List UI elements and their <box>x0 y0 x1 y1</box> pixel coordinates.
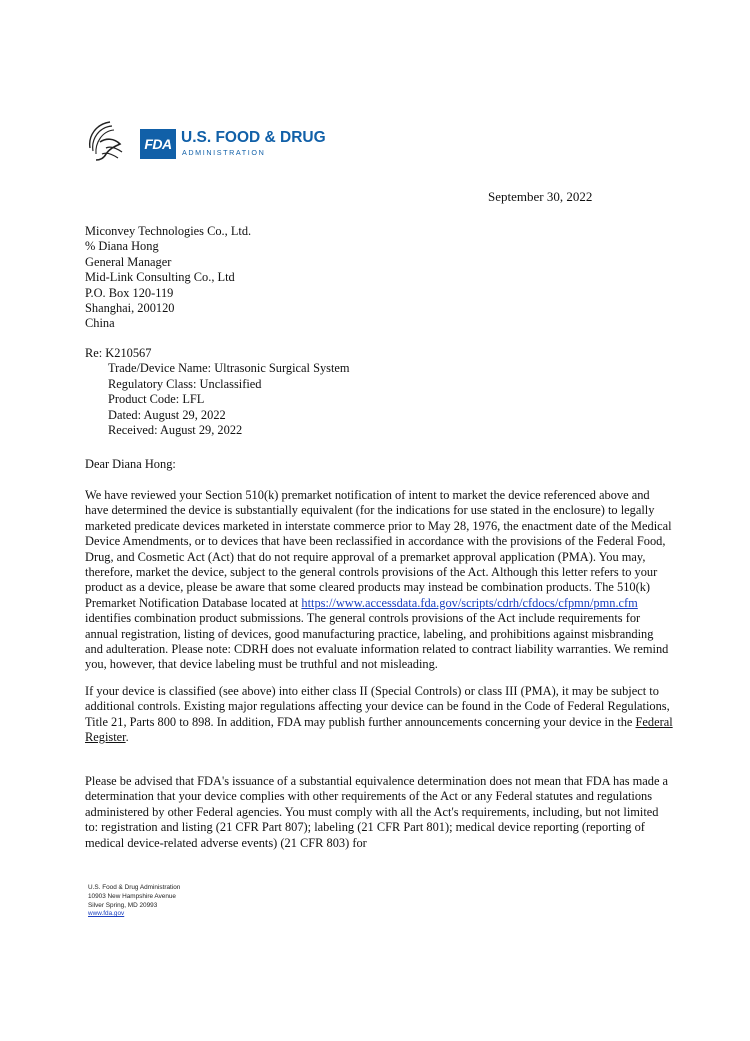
footer-line: Silver Spring, MD 20993 <box>88 901 158 909</box>
footer-line: U.S. Food & Drug Administration <box>88 884 181 891</box>
body-paragraph-3: Please be advised that FDA's issuance of a substantial equivalence determination does not mean that FDA has made a determination that your device complies with other requirements of the Act or any Federal statutes and regulations administered by other Federal agencies. You must comply with all the Act's requirements, including, but not limited to: registration and listing (21 CFR Part 807); labeling (21 CFR Part 801); medical device reporting (reporting of medical device-related adverse events) (21 CFR 803) for <box>85 774 669 850</box>
hhs-eagle-seal-icon <box>84 118 130 164</box>
address-line: China <box>85 316 115 331</box>
paragraph-text: If your device is classified (see above) into either class II (Special Controls) or class III (PMA), it may be subject to additional controls. Existing major regulations affecting your device can be found in the Code of Federal Regulations, Title 21, Parts 800 to 898. In addition, FDA may publish further announcements concerning your device in the <box>85 684 670 729</box>
paragraph-text: identifies combination product submissions. The general controls provisions of the Act include requirements for annual registration, listing of devices, good manufacturing practice, labeling, and prohibitions against misbranding and adulteration. Please note: CDRH does not evaluate information related to contract liability warranties. We remind you, however, that device labeling must be truthful and not misleading. <box>85 611 669 672</box>
address-line: Shanghai, 200120 <box>85 301 175 316</box>
reference-detail: Product Code: LFL <box>108 392 205 407</box>
recipient-address <box>85 224 251 332</box>
salutation: Dear Diana Hong: <box>85 457 176 471</box>
letter-date: September 30, 2022 <box>488 189 593 204</box>
paragraph-text: . <box>125 730 129 745</box>
fda-letterhead-logo <box>84 118 324 176</box>
agency-name: U.S. FOOD & DRUG <box>181 129 326 146</box>
reference-detail: Regulatory Class: Unclassified <box>108 376 262 391</box>
footer-line: 10903 New Hampshire Avenue <box>88 892 176 900</box>
pmn-database-link[interactable]: https://www.accessdata.fda.gov/scripts/cdrh/cfdocs/cfpmn/pmn.cfm <box>301 595 638 610</box>
address-line: % Diana Hong <box>85 239 159 254</box>
reference-number: Re: K210567 <box>85 346 152 360</box>
agency-administration: ADMINISTRATION <box>182 148 266 157</box>
address-line: General Manager <box>85 254 172 269</box>
letter-footer <box>88 884 180 919</box>
reference-detail: Trade/Device Name: Ultrasonic Surgical System <box>108 361 350 376</box>
fda-logo-box: FDA <box>140 129 176 159</box>
federal-register-link[interactable]: Federal Register <box>85 714 673 745</box>
address-line: Mid-Link Consulting Co., Ltd <box>85 270 235 285</box>
paragraph-text: We have reviewed your Section 510(k) premarket notification of intent to market the device referenced above and have determined the device is substantially equivalent (for the indications for use stated in the enclosure) to legally marketed predicate devices marketed in interstate commerce prior to May 28, 1976, the enactment date of the Medical Device Amendments, or to devices that have been reclassified in accordance with the provisions of the Federal Food, Drug, and Cosmetic Act (Act) that do not require approval of a premarket approval application (PMA). You may, therefore, market the device, subject to the general controls provisions of the Act. Although this letter refers to your product as a device, please be aware that some cleared products may instead be combination products. The 510(k) Premarket Notification Database located at <box>85 488 672 610</box>
reference-detail: Received: August 29, 2022 <box>108 423 243 438</box>
fda-website-link[interactable]: www.fda.gov <box>88 910 125 918</box>
reference-block <box>85 346 350 438</box>
address-line: P.O. Box 120-119 <box>85 285 174 300</box>
body-paragraph-2 <box>85 684 673 746</box>
address-line: Miconvey Technologies Co., Ltd. <box>85 224 252 238</box>
body-paragraph-1 <box>85 488 673 673</box>
reference-detail: Dated: August 29, 2022 <box>108 407 226 422</box>
